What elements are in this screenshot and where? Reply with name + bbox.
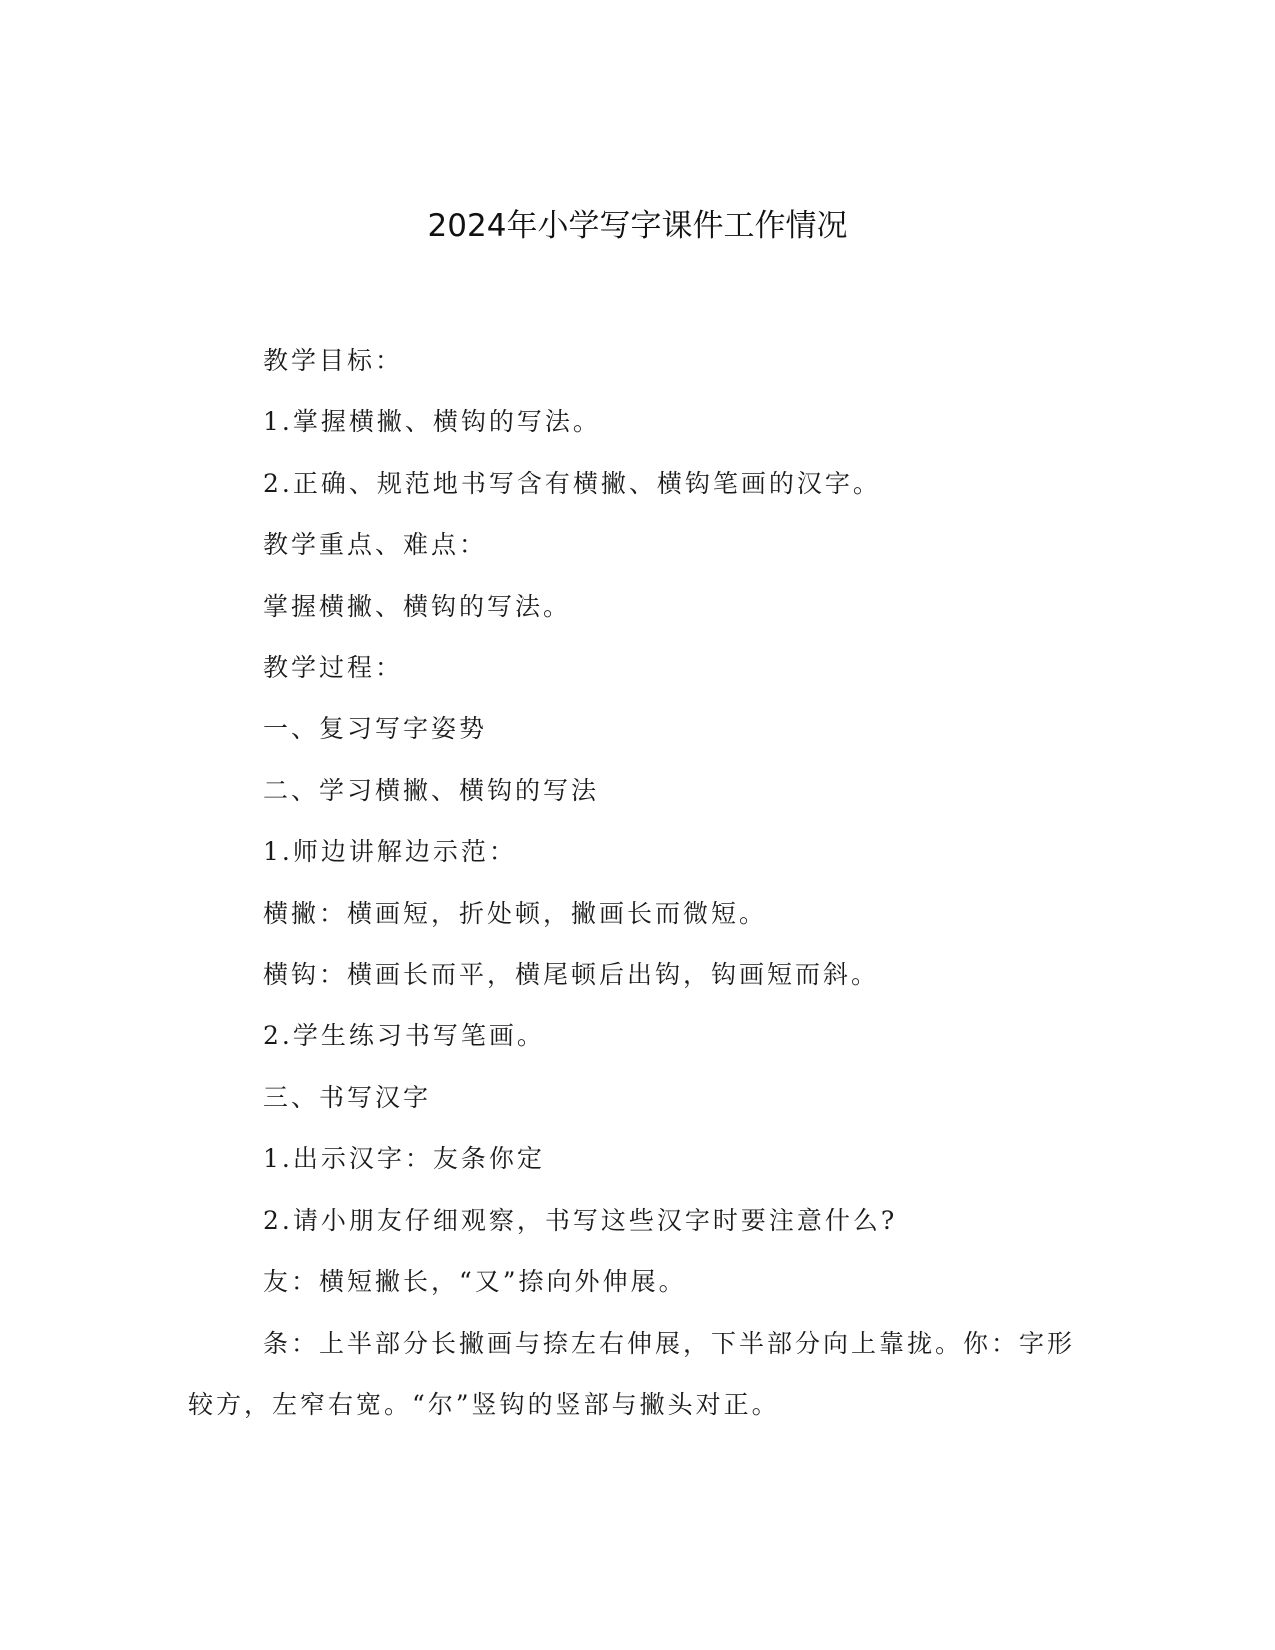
paragraph: 横撇：横画短，折处顿，撇画长而微短。 xyxy=(263,898,768,928)
document-body xyxy=(188,330,1076,1435)
paragraph: 友：横短撇长，“又”捺向外伸展。 xyxy=(263,1267,687,1297)
paragraph: 一、复习写字姿势 xyxy=(263,714,488,744)
paragraph: 2.正确、规范地书写含有横撇、横钩笔画的汉字。 xyxy=(263,468,881,498)
paragraph: 教学重点、难点： xyxy=(263,530,488,560)
paragraph: 掌握横撇、横钩的写法。 xyxy=(263,591,572,621)
paragraph: 三、书写汉字 xyxy=(263,1082,432,1112)
paragraph: 条：上半部分长撇画与捺左右伸展，下半部分向上靠拢。你：字形较方，左窄右宽。“尔”竖钩的竖部与撇头对正。 xyxy=(188,1328,1076,1419)
page-title: 2024年小学写字课件工作情况 xyxy=(427,208,848,244)
paragraph: 横钩：横画长而平，横尾顿后出钩，钩画短而斜。 xyxy=(263,960,880,990)
paragraph: 2.请小朋友仔细观察，书写这些汉字时要注意什么? xyxy=(263,1205,898,1235)
paragraph: 1.师边讲解边示范： xyxy=(263,837,517,867)
paragraph: 1.掌握横撇、横钩的写法。 xyxy=(263,407,601,437)
paragraph: 2.学生练习书写笔画。 xyxy=(263,1021,545,1051)
paragraph: 教学过程： xyxy=(263,653,404,683)
paragraph: 1.出示汉字：友条你定 xyxy=(263,1144,545,1174)
paragraph: 教学目标： xyxy=(263,346,404,375)
paragraph: 二、学习横撇、横钩的写法 xyxy=(263,775,600,805)
